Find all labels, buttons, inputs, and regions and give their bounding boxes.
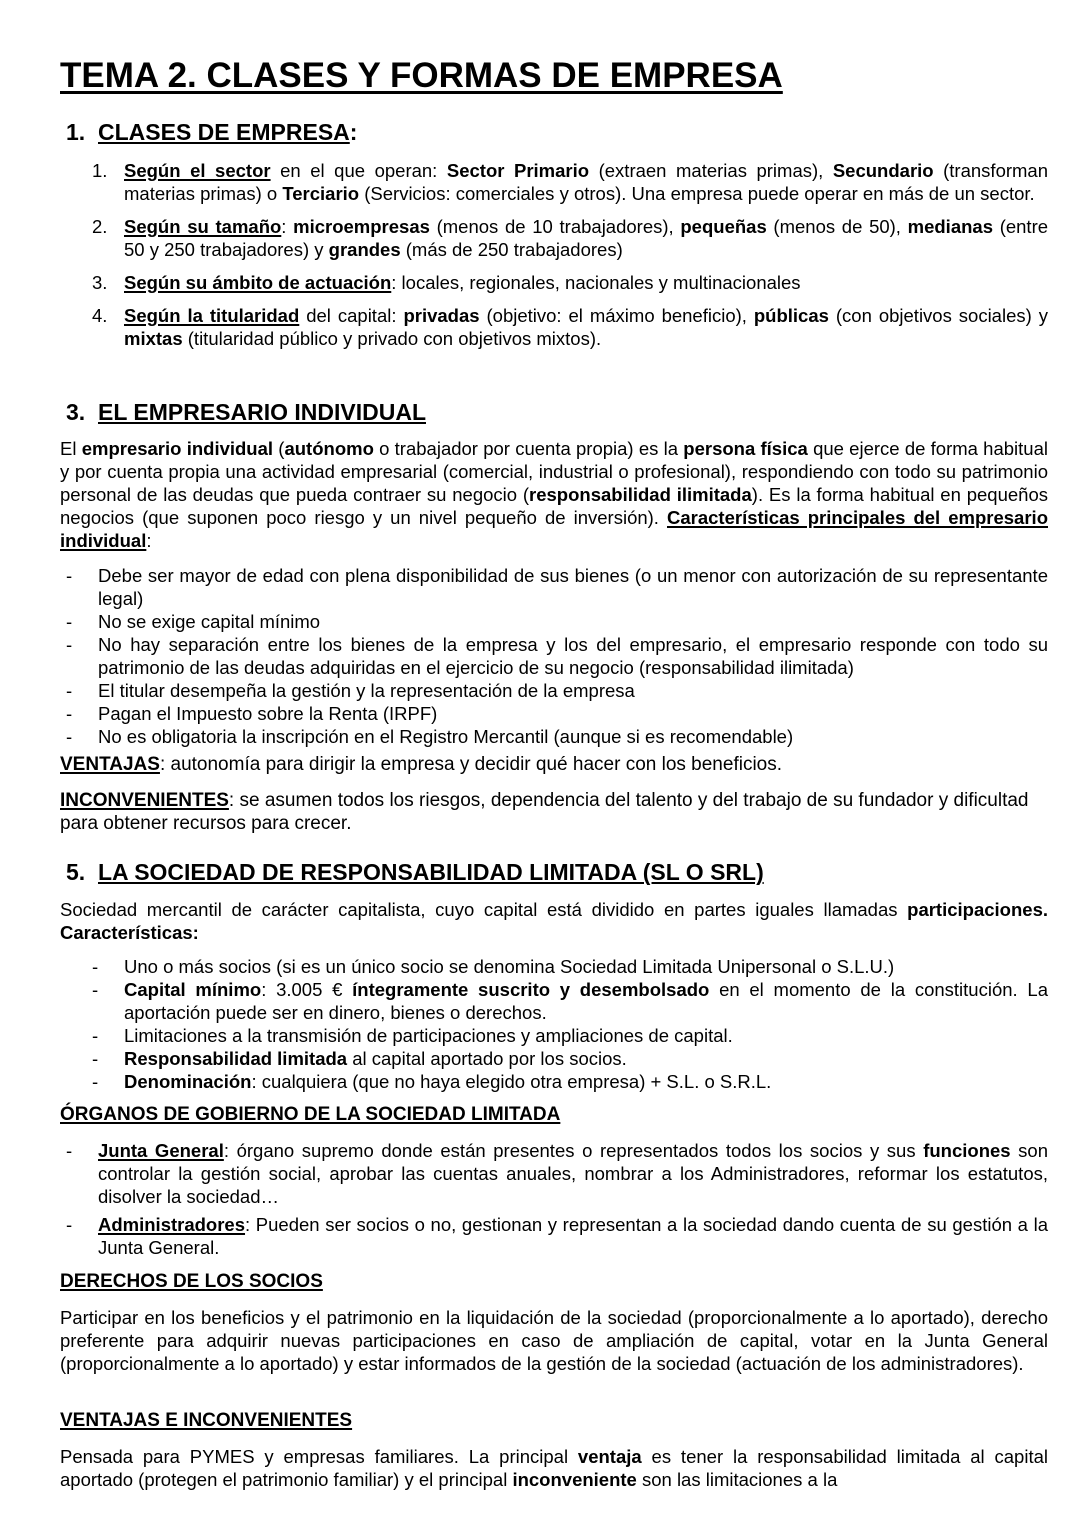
list-item: - Responsabilidad limitada al capital aportado por los socios. <box>92 1048 627 1069</box>
list-item: - Pagan el Impuesto sobre la Renta (IRPF) <box>66 703 438 724</box>
section-1-heading: 1. CLASES DE EMPRESA: <box>66 119 358 145</box>
ventajas-inconvenientes-heading: VENTAJAS E INCONVENIENTES <box>60 1410 353 1431</box>
section-5-heading: 5. LA SOCIEDAD DE RESPONSABILIDAD LIMITADA (SL O SRL) <box>66 859 764 885</box>
list-item: - Capital mínimo: 3.005 € íntegramente suscrito y desembolsado en el momento de la constitución. La aportación puede ser en dinero, bienes o derechos. <box>92 979 1048 1023</box>
list-item: 1. Según el sector en el que operan: Sector Primario (extraen materias primas), Secundario (transforman materias primas) o Terciario (Servicios: comerciales y otros). Una empresa puede operar en más de un sector. <box>92 160 1049 204</box>
ventajas-inconvenientes-paragraph: Pensada para PYMES y empresas familiares. La principal ventaja es tener la responsabilidad limitada al capital aportado (protegen el patrimonio familiar) y el principal inconveniente son las limitaciones a la <box>60 1446 1048 1490</box>
list-item: - Denominación: cualquiera (que no haya elegido otra empresa) + S.L. o S.R.L. <box>92 1071 772 1092</box>
page-title: TEMA 2. CLASES Y FORMAS DE EMPRESA <box>60 56 783 95</box>
list-item: - Administradores: Pueden ser socios o no, gestionan y representan a la sociedad dando cuenta de su gestión a la Junta General. <box>66 1214 1048 1258</box>
list-item: - El titular desempeña la gestión y la representación de la empresa <box>66 680 635 701</box>
ventajas-line: VENTAJAS: autonomía para dirigir la empresa y decidir qué hacer con los beneficios. <box>60 754 783 775</box>
list-item: - No se exige capital mínimo <box>66 611 321 632</box>
list-item: - No hay separación entre los bienes de la empresa y los del empresario, el empresario responde con todo su patrimonio de las deudas adquiridas en el ejercicio de su negocio (responsabilidad ilimitada) <box>66 634 1048 678</box>
list-item: 3. Según su ámbito de actuación: locales, regionales, nacionales y multinacionales <box>92 272 801 293</box>
derechos-heading: DERECHOS DE LOS SOCIOS <box>60 1271 323 1292</box>
organos-list <box>60 1139 1048 1259</box>
organos-heading: ÓRGANOS DE GOBIERNO DE LA SOCIEDAD LIMITADA <box>60 1104 561 1125</box>
list-item: - No es obligatoria la inscripción en el Registro Mercantil (aunque si es recomendable) <box>66 726 794 747</box>
derechos-paragraph: Participar en los beneficios y el patrimonio en la liquidación de la sociedad (proporcionalmente a lo aportado), derecho preferente para adquirir nuevas participaciones en caso de ampliación de capital, votar en la Junta General (proporcionalmente a lo aportado) y estar informados de la gestión de la sociedad (actuación de los administradores). <box>60 1307 1048 1374</box>
list-item: - Debe ser mayor de edad con plena disponibilidad de sus bienes (o un menor con autorización de su representante legal) <box>66 565 1048 609</box>
sl-intro: Sociedad mercantil de carácter capitalista, cuyo capital está dividido en partes iguales llamadas participaciones. Características: <box>60 899 1048 943</box>
list-item: - Uno o más socios (si es un único socio se denomina Sociedad Limitada Unipersonal o S.L.U.) <box>92 956 895 977</box>
clases-list <box>60 159 1048 350</box>
list-item: - Junta General: órgano supremo donde están presentes o representados todos los socios y sus funciones son controlar la gestión social, aprobar las cuentas anuales, nombrar a los Administradores, reformar los estatutos, disolver la sociedad… <box>66 1140 1049 1207</box>
list-item: - Limitaciones a la transmisión de participaciones y ampliaciones de capital. <box>92 1025 733 1046</box>
sl-characteristics <box>60 955 1048 1093</box>
empresario-paragraph: El empresario individual (autónomo o trabajador por cuenta propia) es la persona física que ejerce de forma habitual y por cuenta propia una actividad empresarial (comercial, industrial o profesional), respondiendo con todo su patrimonio personal de las deudas que pueda contraer su negocio (responsabilidad ilimitada). Es la forma habitual en pequeños negocios (que suponen poco riesgo y un nivel pequeño de inversión). Características principales del empresario individual: <box>60 438 1048 551</box>
list-item: 2. Según su tamaño: microempresas (menos de 10 trabajadores), pequeñas (menos de 50), medianas (entre 50 y 250 trabajadores) y grandes (más de 250 trabajadores) <box>92 216 1049 260</box>
inconvenientes-line: INCONVENIENTES: se asumen todos los riesgos, dependencia del talento y del trabajo de su fundador y dificultad para obtener recursos para crecer. <box>60 790 1029 834</box>
list-item: 4. Según la titularidad del capital: privadas (objetivo: el máximo beneficio), públicas (con objetivos sociales) y mixtas (titularidad público y privado con objetivos mixtos). <box>92 305 1048 349</box>
section-3-heading: 3. EL EMPRESARIO INDIVIDUAL <box>66 399 426 425</box>
empresario-characteristics <box>60 564 1048 748</box>
